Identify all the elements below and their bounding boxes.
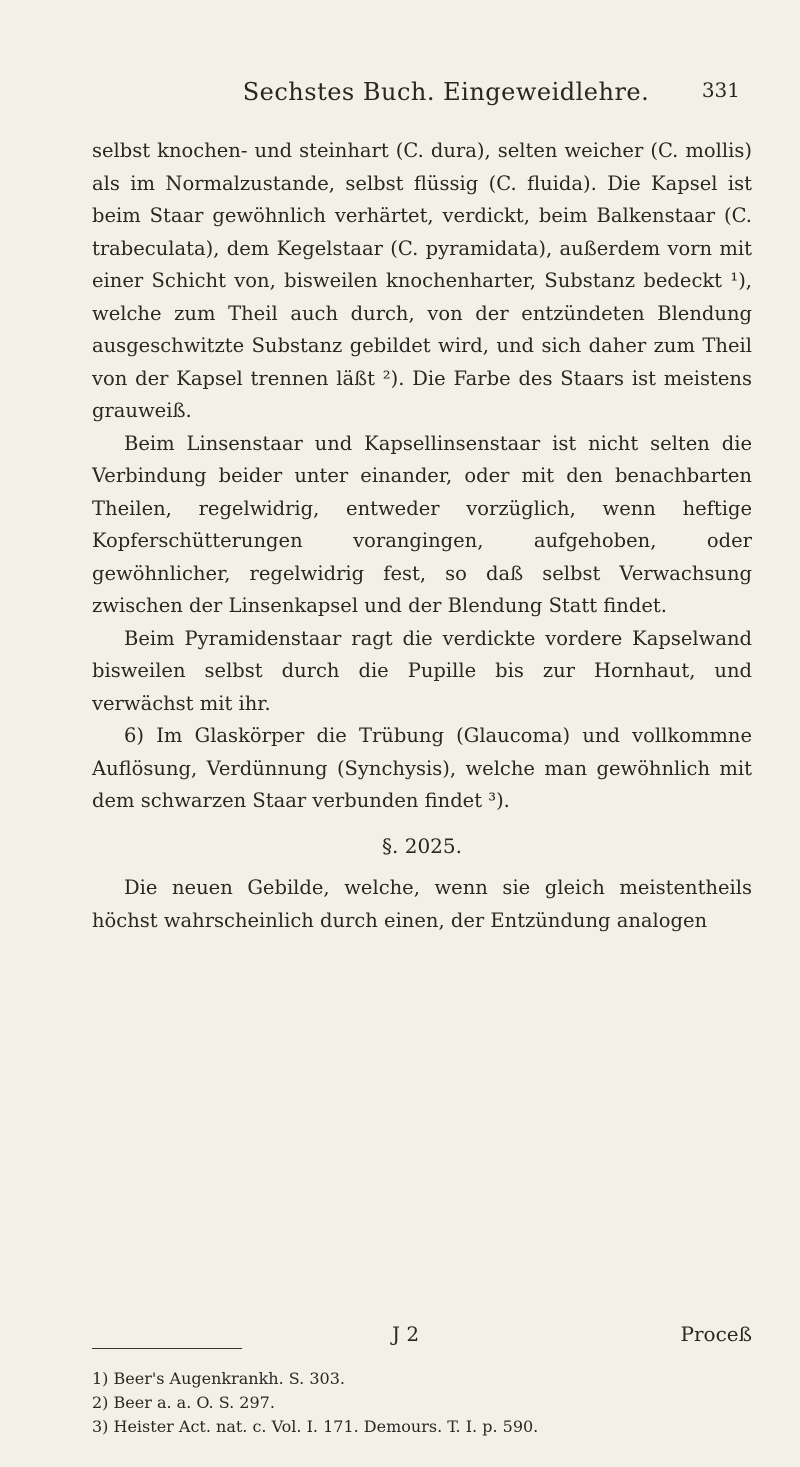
body-text — [92, 135, 752, 937]
running-title: Sechstes Buch. Eingeweidlehre. — [242, 78, 650, 106]
signature-mark: J 2 — [392, 1322, 420, 1346]
paragraph: selbst knochen- und steinhart (C. dura), selten weicher (C. mollis) als im Normalzustande, selbst flüssig (C. fluida). Die Kapsel ist beim Staar gewöhnlich verhärtet, verdickt, beim Balkenstaar (C. trabeculata), dem Kegelstaar (C. pyramidata), außerdem vorn mit einer Schicht von, bisweilen knochenharter, Substanz bedeckt ¹), welche zum Theil auch durch, von der entzündeten Blendung ausgeschwitzte Substanz gebildet wird, und sich daher zum Theil von der Kapsel trennen läßt ²). Die Farbe des Staars ist meistens grauweiß. — [92, 139, 752, 422]
paragraph: 6) Im Glaskörper die Trübung (Glaucoma) und vollkommne Auflösung, Verdünnung (Synchysis), welche man gewöhnlich mit dem schwarzen Staar verbunden findet ³). — [92, 724, 752, 812]
catchword: Proceß — [680, 1322, 752, 1346]
footnote-rule — [92, 1348, 242, 1349]
paragraph: Die neuen Gebilde, welche, wenn sie gleich meistentheils höchst wahrscheinlich durch einen, der Entzündung analogen — [92, 876, 752, 932]
footnote: 2) Beer a. a. O. S. 297. — [92, 1393, 275, 1412]
page-number: 331 — [701, 78, 740, 102]
paragraph: Beim Linsenstaar und Kapsellinsenstaar ist nicht selten die Verbindung beider unter einander, oder mit den benachbarten Theilen, regelwidrig, entweder vorzüglich, wenn heftige Kopferschütterungen vorangingen, aufgehoben, oder gewöhnlicher, regelwidrig fest, so daß selbst Verwachsung zwischen der Linsenkapsel und der Blendung Statt findet. — [92, 431, 752, 617]
paragraph: Beim Pyramidenstaar ragt die verdickte vordere Kapselwand bisweilen selbst durch die Pupille bis zur Hornhaut, und verwächst mit ihr. — [92, 626, 752, 715]
footnote: 3) Heister Act. nat. c. Vol. I. 171. Demours. T. I. p. 590. — [92, 1417, 539, 1436]
catchline — [92, 1322, 752, 1356]
footnotes — [92, 1367, 772, 1439]
page-header — [92, 78, 740, 118]
footnote: 1) Beer's Augenkrankh. S. 303. — [92, 1369, 345, 1388]
section-number: §. 2025. — [382, 833, 462, 858]
